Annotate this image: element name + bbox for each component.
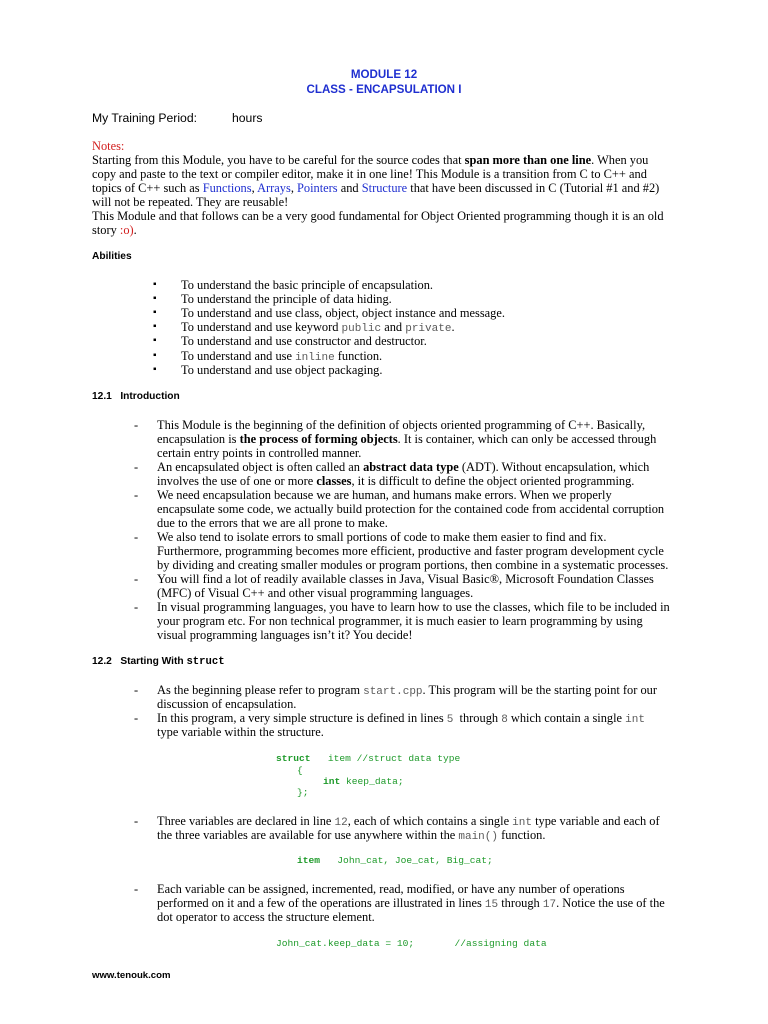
struct-text: performed on it and a few of the operations are illustrated in lines 15 through 17. Notice the use of the: [157, 896, 665, 911]
dash-bullet: -: [134, 488, 139, 502]
dash-bullet: -: [134, 882, 139, 896]
code-line: };: [297, 787, 309, 798]
bullet-icon: ▪: [153, 335, 157, 346]
bullet-icon: ▪: [153, 364, 157, 375]
training-period-value: hours: [232, 111, 263, 125]
bullet-icon: ▪: [153, 307, 157, 318]
notes-line-6: story :o).: [92, 223, 137, 237]
footer-site-link[interactable]: www.tenouk.com: [92, 970, 171, 981]
struct-text: In this program, a very simple structure is defined in lines 5 through 8 which contain a single int: [157, 711, 645, 726]
code-line: item John_cat, Joe_cat, Big_cat;: [297, 855, 493, 866]
ability-item: To understand the principle of data hiding.: [181, 292, 392, 306]
dash-bullet: -: [134, 460, 139, 474]
intro-text: (MFC) of Visual C++ and other visual programming languages.: [157, 586, 474, 600]
section-heading-struct: 12.2 Starting With struct: [92, 656, 225, 668]
bullet-icon: ▪: [153, 279, 157, 290]
bullet-icon: ▪: [153, 350, 157, 361]
dash-bullet: -: [134, 711, 139, 725]
link-structure[interactable]: Structure: [361, 181, 408, 195]
intro-text: An encapsulated object is often called an abstract data type (ADT). Without encapsulation, which: [157, 460, 650, 474]
notes-line-1: Starting from this Module, you have to be careful for the source codes that span more than one line. When you: [92, 153, 649, 167]
code-line: John_cat.keep_data = 10; //assigning data: [276, 938, 547, 949]
intro-text: by dividing and creating smaller modules or program portions, then combine in a systematic processes.: [157, 558, 669, 572]
intro-text: visual programming languages isn’t it? You decide!: [157, 628, 413, 642]
intro-text: encapsulate some code, we actually build protection for the contained code from accidental corruption: [157, 502, 665, 516]
link-pointers[interactable]: Pointers: [297, 181, 338, 195]
training-period-label: My Training Period:: [92, 111, 197, 125]
intro-text: We also tend to isolate errors to small portions of code to make them easier to find and fix.: [157, 530, 607, 544]
struct-text: Three variables are declared in line 12, each of which contains a single int type variable and each of: [157, 814, 660, 829]
notes-line-3: topics of C++ such as Functions, Arrays, Pointers and Structure that have been discussed in C (Tutorial #1 and #2): [92, 181, 660, 195]
intro-text: your program etc. For non technical programmer, it is much easier to learn programming by using: [157, 614, 643, 628]
struct-text: type variable within the structure.: [157, 725, 324, 739]
abilities-heading: Abilities: [92, 251, 132, 262]
ability-item: To understand and use constructor and destructor.: [181, 334, 427, 348]
intro-text: encapsulation is the process of forming objects. It is container, which can only be accessed through: [157, 432, 657, 446]
dash-bullet: -: [134, 814, 139, 828]
bullet-icon: ▪: [153, 293, 157, 304]
code-line: struct item //struct data type: [276, 753, 461, 764]
ability-item: To understand and use inline function.: [181, 349, 383, 364]
intro-text: In visual programming languages, you have to learn how to use the classes, which file to be included in: [157, 600, 670, 614]
dash-bullet: -: [134, 600, 139, 614]
notes-line-4: will not be repeated. They are reusable!: [92, 195, 289, 209]
bullet-icon: ▪: [153, 321, 157, 332]
code-line: {: [297, 765, 303, 776]
ability-item: To understand and use class, object, object instance and message.: [181, 306, 505, 320]
ability-item: To understand and use keyword public and private.: [181, 320, 455, 335]
struct-text: discussion of encapsulation.: [157, 697, 297, 711]
intro-text: certain entry points in controlled manner.: [157, 446, 362, 460]
link-functions[interactable]: Functions: [202, 181, 252, 195]
intro-text: This Module is the beginning of the definition of objects oriented programming of C++. Basically,: [157, 418, 646, 432]
dash-bullet: -: [134, 530, 139, 544]
ability-item: To understand the basic principle of encapsulation.: [181, 278, 434, 292]
struct-text: As the beginning please refer to program start.cpp. This program will be the starting point for our: [157, 683, 657, 698]
link-arrays[interactable]: Arrays: [257, 181, 291, 195]
section-heading-introduction: 12.1 Introduction: [92, 391, 180, 402]
struct-text: dot operator to access the structure element.: [157, 910, 375, 924]
ability-item: To understand and use object packaging.: [181, 363, 383, 377]
intro-text: Furthermore, programming becomes more efficient, productive and faster program development cycle: [157, 544, 664, 558]
dash-bullet: -: [134, 418, 139, 432]
intro-text: due to the errors that we are all prone to make.: [157, 516, 388, 530]
module-number: MODULE 12: [350, 68, 418, 81]
module-title: CLASS - ENCAPSULATION I: [306, 83, 462, 96]
struct-text: Each variable can be assigned, incremented, read, modified, or have any number of operations: [157, 882, 625, 896]
dash-bullet: -: [134, 572, 139, 586]
intro-text: You will find a lot of readily available classes in Java, Visual Basic®, Microsoft Foundation Classes: [157, 572, 654, 586]
notes-line-5: This Module and that follows can be a very good fundamental for Object Oriented programming though it is an old: [92, 209, 664, 223]
intro-text: involves the use of one or more classes, it is difficult to define the object oriented programming.: [157, 474, 635, 488]
code-line: int keep_data;: [323, 776, 404, 787]
notes-line-2: copy and paste to the text or compiler editor, make it in one line! This Module is a transition from C to C++ and: [92, 167, 647, 181]
intro-text: We need encapsulation because we are human, and humans make errors. When we properly: [157, 488, 612, 502]
dash-bullet: -: [134, 683, 139, 697]
struct-text: the three variables are available for use anywhere within the main() function.: [157, 828, 546, 843]
notes-heading: Notes:: [92, 139, 125, 153]
